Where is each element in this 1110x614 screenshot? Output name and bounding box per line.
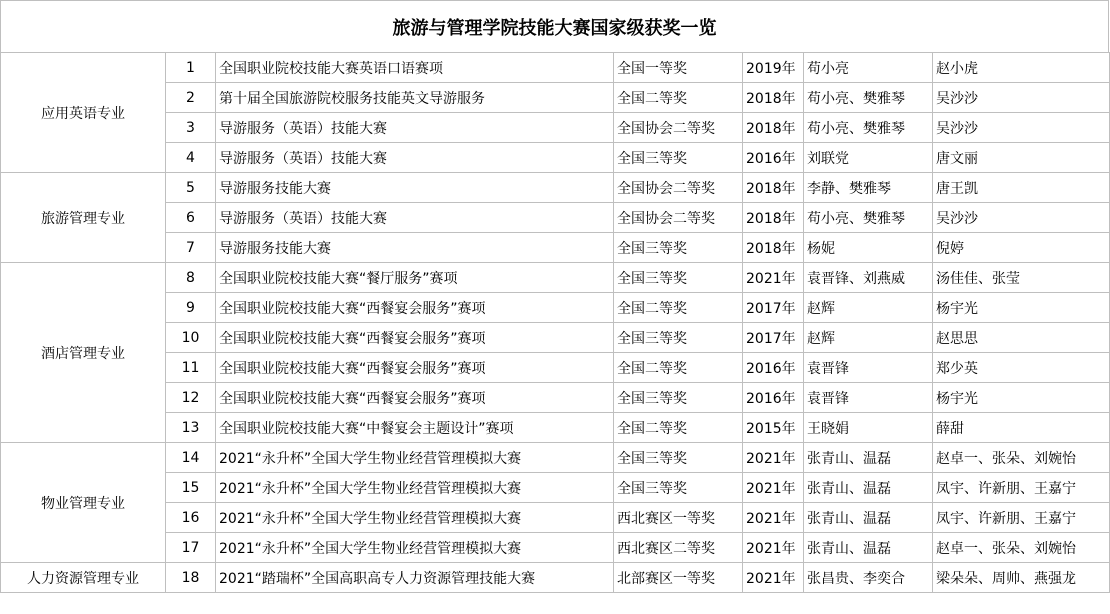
competition-cell: 全国职业院校技能大赛“西餐宴会服务”赛项 [216, 383, 614, 413]
table-row [1, 233, 1110, 263]
award-cell: 西北赛区二等奖 [614, 533, 743, 563]
award-cell: 西北赛区一等奖 [614, 503, 743, 533]
teacher-cell: 赵卓一、张朵、刘婉怡 [933, 533, 1110, 563]
table-row [1, 83, 1110, 113]
year-cell: 2015年 [743, 413, 804, 443]
award-cell: 全国三等奖 [614, 443, 743, 473]
major-cell: 人力资源管理专业 [1, 563, 166, 593]
number-cell: 6 [166, 203, 216, 233]
year-cell: 2021年 [743, 533, 804, 563]
major-cell: 旅游管理专业 [1, 173, 166, 263]
year-cell: 2017年 [743, 293, 804, 323]
students-cell: 王晓娟 [804, 413, 933, 443]
teacher-cell: 赵小虎 [933, 53, 1110, 83]
table-row [1, 443, 1110, 473]
number-cell: 5 [166, 173, 216, 203]
year-cell: 2021年 [743, 443, 804, 473]
number-cell: 7 [166, 233, 216, 263]
teacher-cell: 凤宇、许新朋、王嘉宁 [933, 473, 1110, 503]
students-cell: 苟小亮、樊雅琴 [804, 113, 933, 143]
number-cell: 9 [166, 293, 216, 323]
award-cell: 北部赛区一等奖 [614, 563, 743, 593]
students-cell: 袁晋锋、刘燕威 [804, 263, 933, 293]
students-cell: 张昌贵、李奕合 [804, 563, 933, 593]
table-row [1, 293, 1110, 323]
year-cell: 2021年 [743, 263, 804, 293]
major-cell: 酒店管理专业 [1, 263, 166, 443]
award-cell: 全国协会二等奖 [614, 203, 743, 233]
year-cell: 2016年 [743, 383, 804, 413]
table-row [1, 203, 1110, 233]
year-cell: 2021年 [743, 503, 804, 533]
students-cell: 赵辉 [804, 323, 933, 353]
teacher-cell: 吴沙沙 [933, 113, 1110, 143]
major-cell: 物业管理专业 [1, 443, 166, 563]
major-cell: 应用英语专业 [1, 53, 166, 173]
students-cell: 张青山、温磊 [804, 443, 933, 473]
teacher-cell: 赵卓一、张朵、刘婉怡 [933, 443, 1110, 473]
students-cell: 李静、樊雅琴 [804, 173, 933, 203]
competition-cell: 2021“永升杯”全国大学生物业经营管理模拟大赛 [216, 473, 614, 503]
year-cell: 2018年 [743, 233, 804, 263]
competition-cell: 2021“永升杯”全国大学生物业经营管理模拟大赛 [216, 533, 614, 563]
table-row [1, 563, 1110, 593]
students-cell: 苟小亮 [804, 53, 933, 83]
table-row [1, 263, 1110, 293]
table-body [1, 53, 1110, 593]
table-row [1, 173, 1110, 203]
award-cell: 全国三等奖 [614, 263, 743, 293]
competition-cell: 2021“踏瑞杯”全国高职高专人力资源管理技能大赛 [216, 563, 614, 593]
students-cell: 张青山、温磊 [804, 473, 933, 503]
competition-cell: 导游服务（英语）技能大赛 [216, 113, 614, 143]
students-cell: 袁晋锋 [804, 383, 933, 413]
teacher-cell: 吴沙沙 [933, 203, 1110, 233]
competition-cell: 全国职业院校技能大赛“餐厅服务”赛项 [216, 263, 614, 293]
year-cell: 2018年 [743, 203, 804, 233]
competition-cell: 全国职业院校技能大赛“西餐宴会服务”赛项 [216, 353, 614, 383]
number-cell: 11 [166, 353, 216, 383]
teacher-cell: 凤宇、许新朋、王嘉宁 [933, 503, 1110, 533]
competition-cell: 2021“永升杯”全国大学生物业经营管理模拟大赛 [216, 503, 614, 533]
teacher-cell: 吴沙沙 [933, 83, 1110, 113]
award-cell: 全国一等奖 [614, 53, 743, 83]
students-cell: 袁晋锋 [804, 353, 933, 383]
number-cell: 10 [166, 323, 216, 353]
table-row [1, 353, 1110, 383]
competition-cell: 全国职业院校技能大赛英语口语赛项 [216, 53, 614, 83]
year-cell: 2018年 [743, 113, 804, 143]
number-cell: 4 [166, 143, 216, 173]
table-row [1, 533, 1110, 563]
competition-cell: 全国职业院校技能大赛“西餐宴会服务”赛项 [216, 323, 614, 353]
students-cell: 刘联党 [804, 143, 933, 173]
number-cell: 12 [166, 383, 216, 413]
award-cell: 全国二等奖 [614, 83, 743, 113]
competition-cell: 导游服务（英语）技能大赛 [216, 203, 614, 233]
teacher-cell: 杨宇光 [933, 293, 1110, 323]
award-cell: 全国三等奖 [614, 233, 743, 263]
number-cell: 8 [166, 263, 216, 293]
award-cell: 全国协会二等奖 [614, 113, 743, 143]
students-cell: 赵辉 [804, 293, 933, 323]
teacher-cell: 唐文丽 [933, 143, 1110, 173]
teacher-cell: 赵思思 [933, 323, 1110, 353]
number-cell: 3 [166, 113, 216, 143]
award-cell: 全国二等奖 [614, 353, 743, 383]
award-cell: 全国二等奖 [614, 293, 743, 323]
year-cell: 2016年 [743, 353, 804, 383]
year-cell: 2019年 [743, 53, 804, 83]
competition-cell: 第十届全国旅游院校服务技能英文导游服务 [216, 83, 614, 113]
number-cell: 17 [166, 533, 216, 563]
table-row [1, 113, 1110, 143]
table-row [1, 53, 1110, 83]
number-cell: 18 [166, 563, 216, 593]
students-cell: 张青山、温磊 [804, 533, 933, 563]
year-cell: 2016年 [743, 143, 804, 173]
teacher-cell: 唐王凯 [933, 173, 1110, 203]
table-row [1, 503, 1110, 533]
competition-cell: 导游服务技能大赛 [216, 173, 614, 203]
award-cell: 全国二等奖 [614, 413, 743, 443]
year-cell: 2021年 [743, 473, 804, 503]
students-cell: 苟小亮、樊雅琴 [804, 203, 933, 233]
teacher-cell: 倪婷 [933, 233, 1110, 263]
table-row [1, 413, 1110, 443]
table-row [1, 323, 1110, 353]
table-row [1, 143, 1110, 173]
year-cell: 2017年 [743, 323, 804, 353]
competition-cell: 2021“永升杯”全国大学生物业经营管理模拟大赛 [216, 443, 614, 473]
award-cell: 全国三等奖 [614, 323, 743, 353]
table-row [1, 473, 1110, 503]
year-cell: 2021年 [743, 563, 804, 593]
year-cell: 2018年 [743, 173, 804, 203]
teacher-cell: 梁朵朵、周帅、燕强龙 [933, 563, 1110, 593]
students-cell: 张青山、温磊 [804, 503, 933, 533]
table-row [1, 383, 1110, 413]
number-cell: 1 [166, 53, 216, 83]
competition-cell: 全国职业院校技能大赛“中餐宴会主题设计”赛项 [216, 413, 614, 443]
teacher-cell: 薛甜 [933, 413, 1110, 443]
number-cell: 13 [166, 413, 216, 443]
year-cell: 2018年 [743, 83, 804, 113]
award-cell: 全国三等奖 [614, 143, 743, 173]
number-cell: 15 [166, 473, 216, 503]
page-title: 旅游与管理学院技能大赛国家级获奖一览 [0, 0, 1109, 52]
teacher-cell: 汤佳佳、张莹 [933, 263, 1110, 293]
students-cell: 杨妮 [804, 233, 933, 263]
competition-cell: 导游服务（英语）技能大赛 [216, 143, 614, 173]
award-cell: 全国协会二等奖 [614, 173, 743, 203]
students-cell: 苟小亮、樊雅琴 [804, 83, 933, 113]
competition-cell: 全国职业院校技能大赛“西餐宴会服务”赛项 [216, 293, 614, 323]
number-cell: 16 [166, 503, 216, 533]
award-cell: 全国三等奖 [614, 383, 743, 413]
number-cell: 14 [166, 443, 216, 473]
awards-table [0, 52, 1110, 593]
teacher-cell: 杨宇光 [933, 383, 1110, 413]
teacher-cell: 郑少英 [933, 353, 1110, 383]
award-cell: 全国三等奖 [614, 473, 743, 503]
number-cell: 2 [166, 83, 216, 113]
competition-cell: 导游服务技能大赛 [216, 233, 614, 263]
